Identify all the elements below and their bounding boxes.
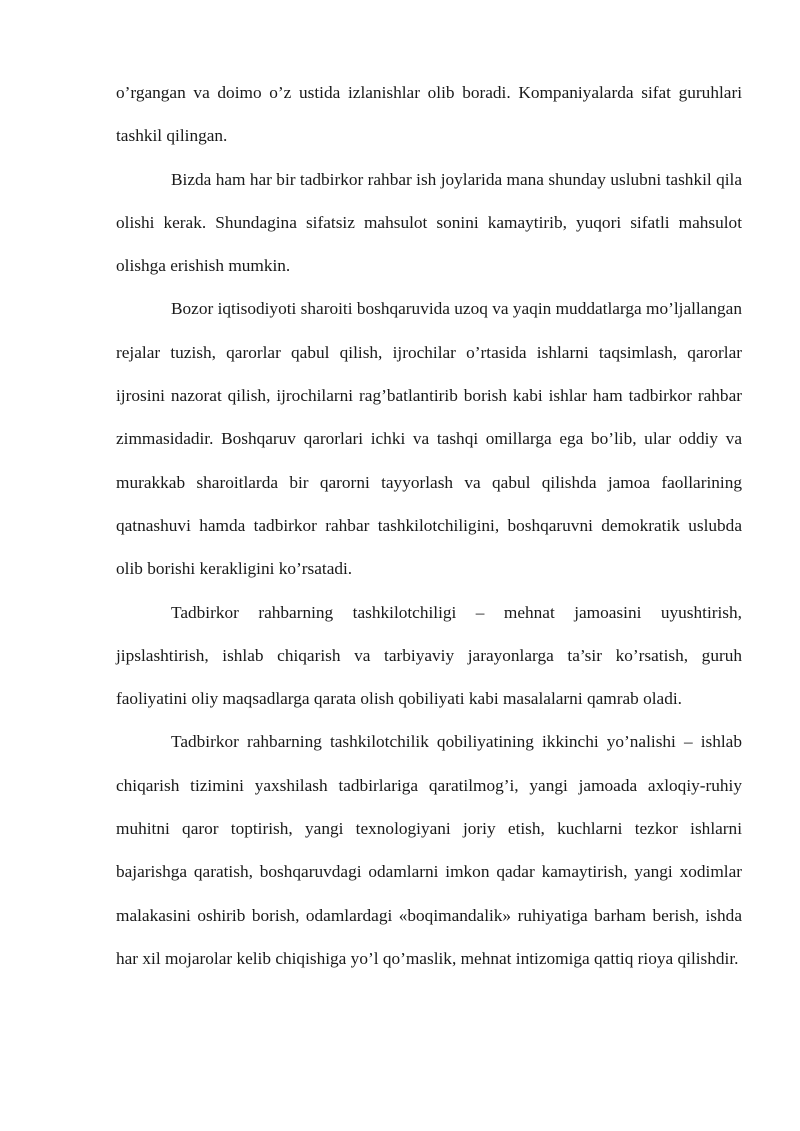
body-text [116, 71, 742, 980]
paragraph-5: Tadbirkor rahbarning tashkilotchilik qobiliyatining ikkinchi yo’nalishi – ishlab chiqarish tizimini yaxshilash tadbirlariga qaratilmog’i, yangi jamoada axloqiy-ruhiy muhitni qaror toptirish, yangi texnologiyani joriy etish, kuchlarni tezkor ishlarni bajarishga qaratish, boshqaruvdagi odamlarni imkon qadar kamaytirish, yangi xodimlar malakasini oshirib borish, odamlardagi «boqimandalik» ruhiyatiga barham berish, ishda har xil mojarolar kelib chiqishiga yo’l qo’maslik, mehnat intizomiga qattiq rioya qilishdir. [116, 732, 742, 968]
paragraph-3: Bozor iqtisodiyoti sharoiti boshqaruvida uzoq va yaqin muddatlarga mo’ljallangan rejalar tuzish, qarorlar qabul qilish, ijrochilar o’rtasida ishlarni taqsimlash, qarorlar ijrosini nazorat qilish, ijrochilarni rag’batlantirib borish kabi ishlar ham tadbirkor rahbar zimmasidadir. Boshqaruv qarorlari ichki va tashqi omillarga ega bo’lib, ular oddiy va murakkab sharoitlarda bir qarorni tayyorlash va qabul qilishda jamoa faollarining qatnashuvi hamda tadbirkor rahbar tashkilotchiligini, boshqaruvni demokratik uslubda olib borishi kerakligini ko’rsatadi. [116, 299, 742, 579]
paragraph-1: o’rgangan va doimo o’z ustida izlanishlar olib boradi. Kompaniyalarda sifat guruhlari tashkil qilingan. [116, 83, 742, 146]
paragraph-2: Bizda ham har bir tadbirkor rahbar ish joylarida mana shunday uslubni tashkil qila olishi kerak. Shundagina sifatsiz mahsulot sonini kamaytirib, yuqori sifatli mahsulot olishga erishish mumkin. [116, 169, 742, 276]
paragraph-4: Tadbirkor rahbarning tashkilotchiligi – mehnat jamoasini uyushtirish, jipslashtirish, ishlab chiqarish va tarbiyaviy jarayonlarga ta’sir ko’rsatish, guruh faoliyatini oliy maqsadlarga qarata olish qobiliyati kabi masalalarni qamrab oladi. [116, 602, 742, 709]
